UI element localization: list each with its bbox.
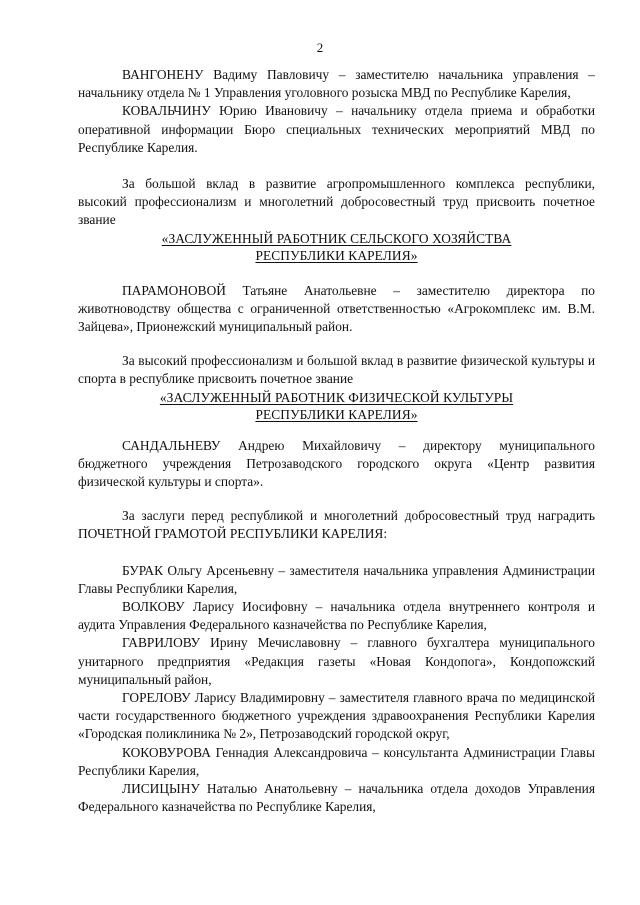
paragraph-agro-intro: За большой вклад в развитие агропромышленного комплекса республики, высокий профессионализм и многолетний добросовестный труд присвоить почетное звание	[78, 176, 595, 228]
paragraph-kovalchin: КОВАЛЬЧИНУ Юрию Ивановичу – начальнику отдела приема и обработки оперативной информации Бюро специальных технических мероприятий МВД по Республике Карелия.	[78, 103, 595, 155]
title-agro-line-2: РЕСПУБЛИКИ КАРЕЛИЯ»	[255, 247, 418, 263]
document-body	[78, 66, 595, 817]
title-sport-line-1: «ЗАСЛУЖЕННЫЙ РАБОТНИК ФИЗИЧЕСКОЙ КУЛЬТУРЫ	[159, 389, 514, 405]
paragraph-gorelova: ГОРЕЛОВУ Ларису Владимировну – заместителя главного врача по медицинской части государственного бюджетного учреждения здравоохранения Республики Карелия «Городская поликлиника № 2», Петрозаводский городской округ,	[78, 690, 595, 742]
paragraph-gramota-intro: За заслуги перед республикой и многолетний добросовестный труд наградить ПОЧЕТНОЙ ГРАМОТОЙ РЕСПУБЛИКИ КАРЕЛИЯ:	[78, 508, 595, 542]
title-agro-line-1: «ЗАСЛУЖЕННЫЙ РАБОТНИК СЕЛЬСКОГО ХОЗЯЙСТВА	[161, 230, 512, 246]
paragraph-sandalnev: САНДАЛЬНЕВУ Андрею Михайловичу – директору муниципального бюджетного учреждения Петрозаводского городского округа «Центр развития физической культуры и спорта».	[78, 437, 595, 490]
paragraph-paramonova: ПАРАМОНОВОЙ Татьяне Анатольевне – заместителю директора по животноводству общества с ограниченной ответственностью «Агрокомплекс им. В.М. Зайцева», Прионежский муниципальный район.	[78, 282, 595, 335]
paragraph-vangonen: ВАНГОНЕНУ Вадиму Павловичу – заместителю начальника управления – начальнику отдела № 1 Управления уголовного розыска МВД по Республике Карелия,	[78, 67, 595, 101]
title-sport-line-2: РЕСПУБЛИКИ КАРЕЛИЯ»	[255, 406, 418, 422]
paragraph-kokovurova: КОКОВУРОВА Геннадия Александровича – консультанта Администрации Главы Республики Карелия,	[78, 744, 595, 778]
paragraph-burak: БУРАК Ольгу Арсеньевну – заместителя начальника управления Администрации Главы Республики Карелия,	[78, 562, 595, 596]
paragraph-volkova: ВОЛКОВУ Ларису Иосифовну – начальника отдела внутреннего контроля и аудита Управления Федерального казначейства по Республике Карелия,	[78, 599, 595, 633]
paragraph-gavrilova: ГАВРИЛОВУ Ирину Мечиславовну – главного бухгалтера муниципального унитарного предприятия «Редакция газеты «Новая Кондопога», Кондопожский муниципальный район,	[78, 635, 595, 687]
page-number: 2	[316, 40, 324, 55]
paragraph-lisitsyna: ЛИСИЦЫНУ Наталью Анатольевну – начальника отдела доходов Управления Федерального казначейства по Республике Карелия,	[78, 781, 595, 815]
paragraph-sport-intro: За высокий профессионализм и большой вклад в развитие физической культуры и спорта в республике присвоить почетное звание	[78, 353, 595, 387]
